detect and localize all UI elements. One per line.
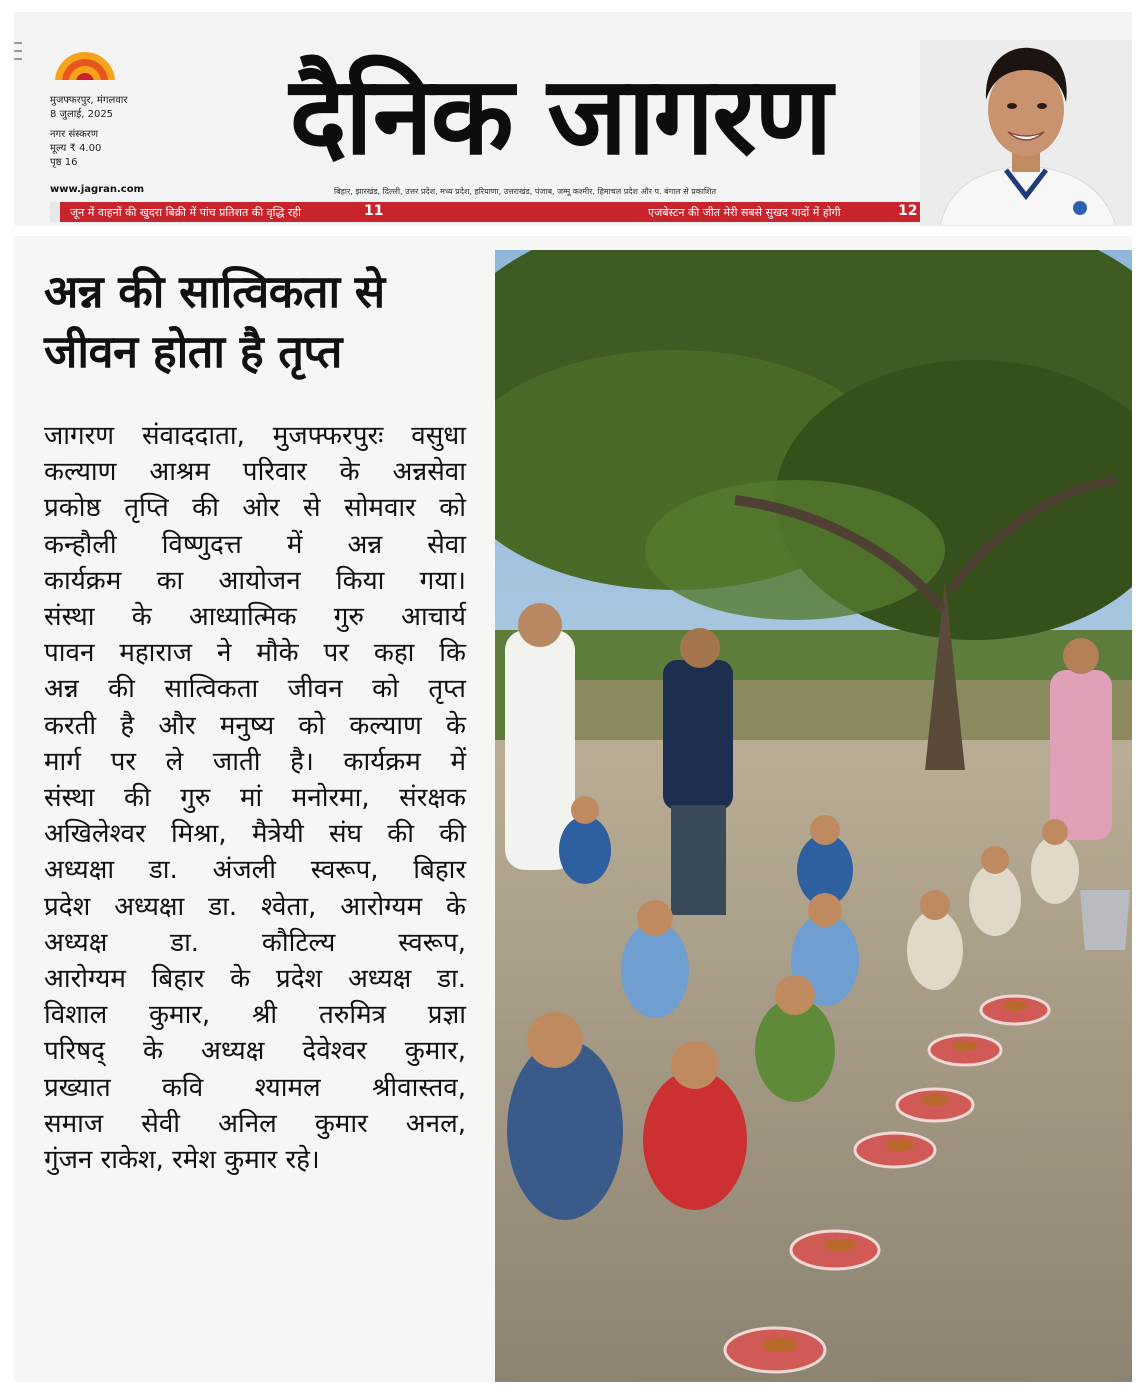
strip-marker — [50, 202, 60, 222]
body-line: अध्यक्षा डा. अंजली स्वरूप, बिहार — [44, 855, 466, 886]
issue-date: 8 जुलाई, 2025 — [50, 109, 114, 120]
teaser-right-page: 12 — [898, 203, 918, 219]
edition: नगर संस्करण — [50, 129, 99, 140]
body-line: पावन महाराज ने मौके पर कहा कि — [44, 638, 466, 669]
teaser-strip — [50, 202, 920, 222]
city-day: मुजफ्फरपुर, मंगलवार — [50, 95, 128, 106]
sun-logo-icon — [50, 44, 120, 84]
newspaper-title: दैनिक जागरण — [289, 54, 831, 179]
margin-marks — [14, 36, 26, 196]
cricketer-portrait-image — [920, 40, 1132, 226]
body-line: कार्यक्रम का आयोजन किया गया। — [44, 565, 466, 596]
teaser-right-headline[interactable]: एजबेस्टन की जीत मेरी सबसे सुखद यादों में होगी — [648, 206, 841, 219]
headline-line: अन्न की सात्विकता से — [44, 265, 385, 318]
body-line: प्रख्यात कवि श्यामल श्रीवास्तव, — [44, 1072, 466, 1103]
body-line: करती है और मनुष्य को कल्याण के — [44, 710, 466, 741]
article-headline — [44, 262, 484, 382]
website-link[interactable]: www.jagran.com — [50, 184, 145, 195]
body-line: प्रदेश अध्यक्षा डा. श्वेता, आरोग्यम के — [44, 891, 466, 922]
body-line: कल्याण आश्रम परिवार के अन्नसेवा — [44, 457, 466, 488]
headline-line: जीवन होता है तृप्त — [44, 325, 342, 378]
body-line: अखिलेश्वर मिश्रा, मैत्रेयी संघ की की — [44, 819, 466, 850]
issue-meta — [50, 94, 128, 170]
article-body — [44, 418, 466, 1178]
body-line: संस्था के आध्यात्मिक गुरु आचार्य — [44, 602, 466, 633]
body-line: संस्था की गुरु मां मनोरमा, संरक्षक — [44, 783, 466, 814]
price: मूल्य ₹ 4.00 — [50, 143, 102, 154]
body-line: अध्यक्ष डा. कौटिल्य स्वरूप, — [44, 927, 466, 958]
newspaper-masthead — [14, 12, 1132, 226]
body-line: परिषद् के अध्यक्ष देवेश्वर कुमार, — [44, 1036, 466, 1067]
body-line: समाज सेवी अनिल कुमार अनल, — [44, 1108, 466, 1139]
body-line: प्रकोष्ठ तृप्ति की ओर से सोमवार को — [44, 493, 466, 524]
body-line: आरोग्यम बिहार के प्रदेश अध्यक्ष डा. — [44, 964, 466, 995]
page-count: पृष्ठ 16 — [50, 157, 78, 168]
news-article — [14, 236, 1132, 1382]
body-line: मार्ग पर ले जाती है। कार्यक्रम में — [44, 746, 466, 777]
teaser-left-headline[interactable]: जून में वाहनों की खुदरा बिक्री में पांच प्रतिशत की वृद्धि रही — [70, 206, 302, 219]
teaser-left-page: 11 — [364, 203, 384, 219]
body-line: कन्हौली विष्णुदत्त में अन्न सेवा — [44, 529, 466, 560]
body-line: विशाल कुमार, श्री तरुमित्र प्रज्ञा — [44, 1000, 466, 1031]
body-line: अन्न की सात्विकता जीवन को तृप्त — [44, 674, 466, 705]
editions-line: बिहार, झारखंड, दिल्ली, उत्तर प्रदेश, मध्य प्रदेश, हरियाणा, उत्तराखंड, पंजाब, जम्मू कश्मीर, हिमाचल प्रदेश और प. बंगाल से प्रकाशित — [334, 187, 717, 196]
body-line: गुंजन राकेश, रमेश कुमार रहे। — [44, 1145, 320, 1176]
event-photo-image — [495, 250, 1132, 1382]
body-line: जागरण संवाददाता, मुजफ्फरपुरः वसुधा — [44, 421, 466, 451]
